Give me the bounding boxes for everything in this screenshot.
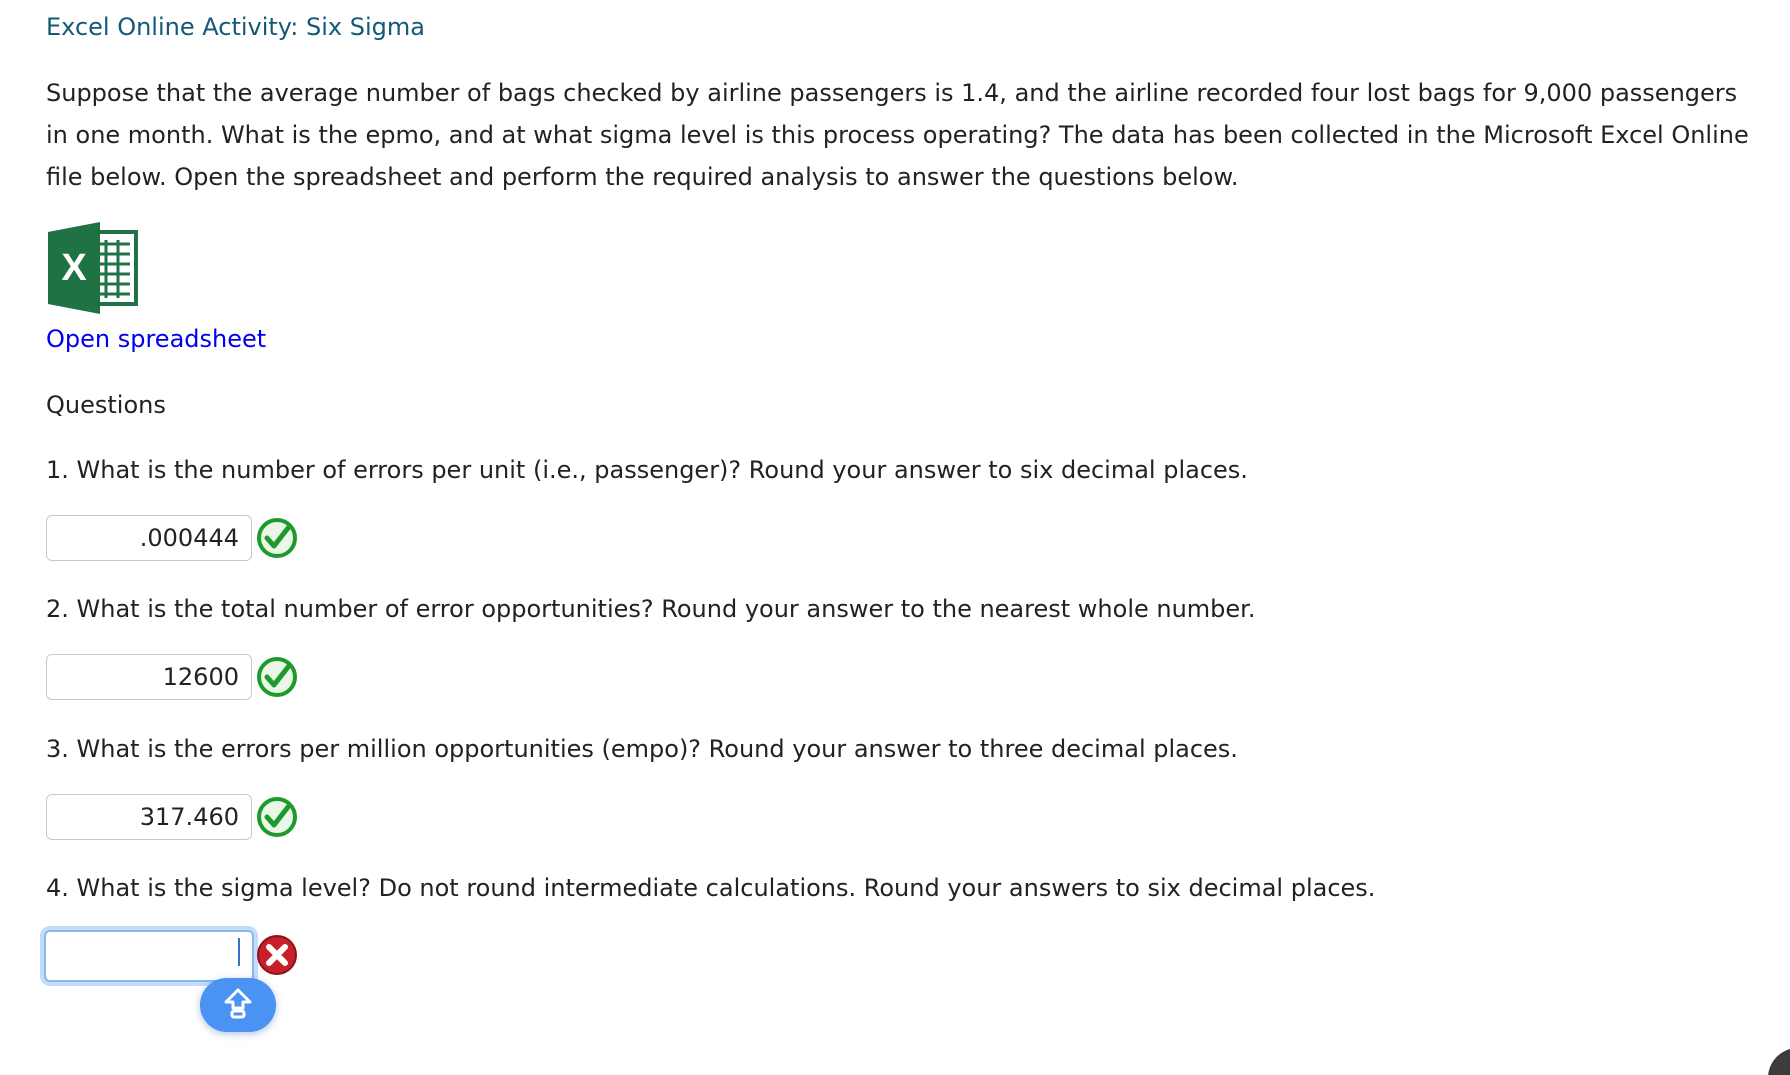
text-caret xyxy=(238,938,240,966)
question-2-text: 2. What is the total number of error opportunities? Round your answer to the nearest whole number. xyxy=(46,595,1256,623)
excel-icon[interactable] xyxy=(46,222,142,314)
page-title: Excel Online Activity: Six Sigma xyxy=(46,13,425,41)
check-circle-icon xyxy=(256,796,298,838)
check-circle-icon xyxy=(256,656,298,698)
excel-icon-letter: X xyxy=(61,247,87,289)
shift-keyboard-icon xyxy=(223,987,253,1023)
question-3-text: 3. What is the errors per million opportunities (empo)? Round your answer to three decimal places. xyxy=(46,735,1238,763)
question-1-text: 1. What is the number of errors per unit (i.e., passenger)? Round your answer to six decimal places. xyxy=(46,456,1248,484)
open-spreadsheet-link[interactable]: Open spreadsheet xyxy=(46,325,267,353)
corner-overlay-button[interactable] xyxy=(1768,1048,1790,1075)
check-circle-icon xyxy=(256,517,298,559)
intro-paragraph: Suppose that the average number of bags checked by airline passengers is 1.4, and the airline recorded four lost bags for 9,000 passengers in one month. What is the epmo, and at what sigma level is this process operating? The data has been collected in the Microsoft Excel Online file below. Open the spreadsheet and perform the required analysis to answer the questions below. xyxy=(46,79,1749,191)
questions-heading: Questions xyxy=(46,391,166,419)
floating-keyboard-button[interactable] xyxy=(200,978,276,1032)
x-circle-icon xyxy=(256,934,298,976)
answer-2-input[interactable] xyxy=(46,654,252,700)
answer-3-input[interactable] xyxy=(46,794,252,840)
answer-4-input[interactable] xyxy=(44,930,254,982)
question-4-text: 4. What is the sigma level? Do not round intermediate calculations. Round your answers to six decimal places. xyxy=(46,874,1376,902)
answer-1-input[interactable] xyxy=(46,515,252,561)
